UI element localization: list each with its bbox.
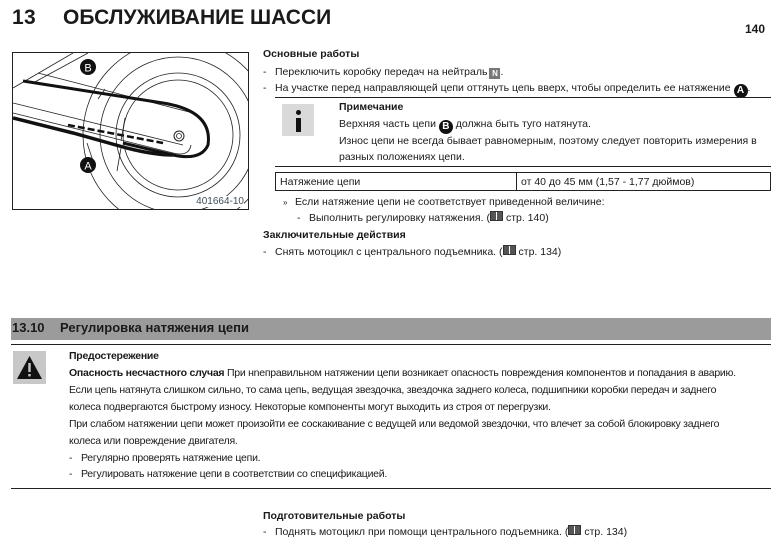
chain-diagram-icon [13,53,249,210]
step-text: На участке перед направляющей цепи оттянуть цепь вверх, чтобы определить ее натяжение [275,82,731,94]
section-title: Регулировка натяжения цепи [60,320,249,335]
step-text: Поднять мотоцикл при помощи центрального подъемника. ( [275,526,569,538]
chapter-title: ОБСЛУЖИВАНИЕ ШАССИ [63,6,332,29]
warning-text: Если цепь натянута слишком сильно, то сама цепь, ведущая звездочка, звездочка заднего колеса, подшипники коробки передач и заднего [69,384,717,396]
condition-line [283,194,605,211]
divider [275,97,771,98]
neutral-badge-icon: N [489,68,500,79]
warning-text: При слабом натяжении цепи может произойти ее соскакивание с ведущей или ведомой звездочки, что влечет за собой блокировку заднего [69,418,720,430]
divider [11,344,771,345]
spec-value: от 40 до 45 мм (1,57 - 1,77 дюймов) [517,173,771,191]
note-text: должна быть туго натянута. [455,118,591,130]
book-icon [503,245,516,255]
note-line [339,116,591,134]
prep-work-step: - Поднять мотоцикл при помощи центрального подъемника. ( стр. 134) [263,526,628,538]
condition-text: Если натяжение цепи не соответствует приведенной величине: [295,196,605,208]
step-text: Регулярно проверять натяжение цепи. [81,452,261,464]
warning-title: Предостережение [69,350,159,362]
prep-work-heading: Подготовительные работы [263,510,406,522]
figure-label-b: B [84,62,92,75]
badge-a-icon: A [734,84,748,98]
warning-lead [69,365,736,382]
warning-triangle-icon [13,351,46,384]
chain-tension-figure [12,52,249,210]
warning-lead-text: При нneправильном натяжении цепи возникает опасность повреждения компонентов и попадания в аварию. [226,367,736,379]
spec-table [275,172,771,191]
page-reference-link[interactable]: стр. 140) [505,212,549,224]
page-reference-link[interactable]: стр. 134) [518,246,562,258]
book-icon [568,525,581,535]
main-work-heading: Основные работы [263,48,360,60]
warning-step: - Регулировать натяжение цепи в соответствии со спецификацией. [69,468,388,480]
table-row [276,173,771,191]
divider [275,166,771,167]
main-work-step: - На участке перед направляющей цепи оттянуть цепь вверх, чтобы определить ее натяжение A . [263,82,751,96]
action-text: Выполнить регулировку натяжения. ( [309,212,490,224]
figure-id: 401664-10 [196,196,244,207]
badge-b-icon: B [439,120,453,134]
page-number: 140 [745,22,766,36]
page-reference-link[interactable]: стр. 134) [584,526,628,538]
book-icon [490,211,503,221]
warning-text: колеса подвергаются быстрому износу. Некоторые компоненты могут выходить из строя от перегрузки. [69,401,551,413]
warning-step: - Регулярно проверять натяжение цепи. [69,452,261,464]
warning-text: колеса или повреждение двигателя. [69,435,238,447]
note-line: Износ цепи не всегда бывает равномерным, поэтому следует повторить измерения в [339,135,757,147]
warning-lead-bold: Опасность несчастного случая [69,367,225,379]
condition-action: - Выполнить регулировку натяжения. ( стр. 140) [297,212,549,224]
final-work-heading: Заключительные действия [263,229,406,241]
divider [11,488,771,489]
chapter-number: 13 [12,6,36,29]
figure-label-a: A [84,160,92,173]
step-text: Регулировать натяжение цепи в соответствии со спецификацией. [81,468,388,480]
info-icon [282,104,314,136]
note-title: Примечание [339,101,404,113]
note-text: Верхняя часть цепи [339,118,436,130]
main-work-step: - Переключить коробку передач на нейтраль N . [263,66,504,78]
spec-name: Натяжение цепи [276,173,517,191]
note-line: разных положениях цепи. [339,151,465,163]
section-number: 13.10 [12,320,45,335]
step-text: Снять мотоцикл с центрального подъемника. ( [275,246,503,258]
step-text: Переключить коробку передач на нейтраль [275,66,488,78]
bullet-icon: » [283,198,288,207]
final-work-step: - Снять мотоцикл с центрального подъемника. ( стр. 134) [263,246,562,258]
step-suffix: . [500,66,504,78]
step-suffix: . [747,82,751,94]
